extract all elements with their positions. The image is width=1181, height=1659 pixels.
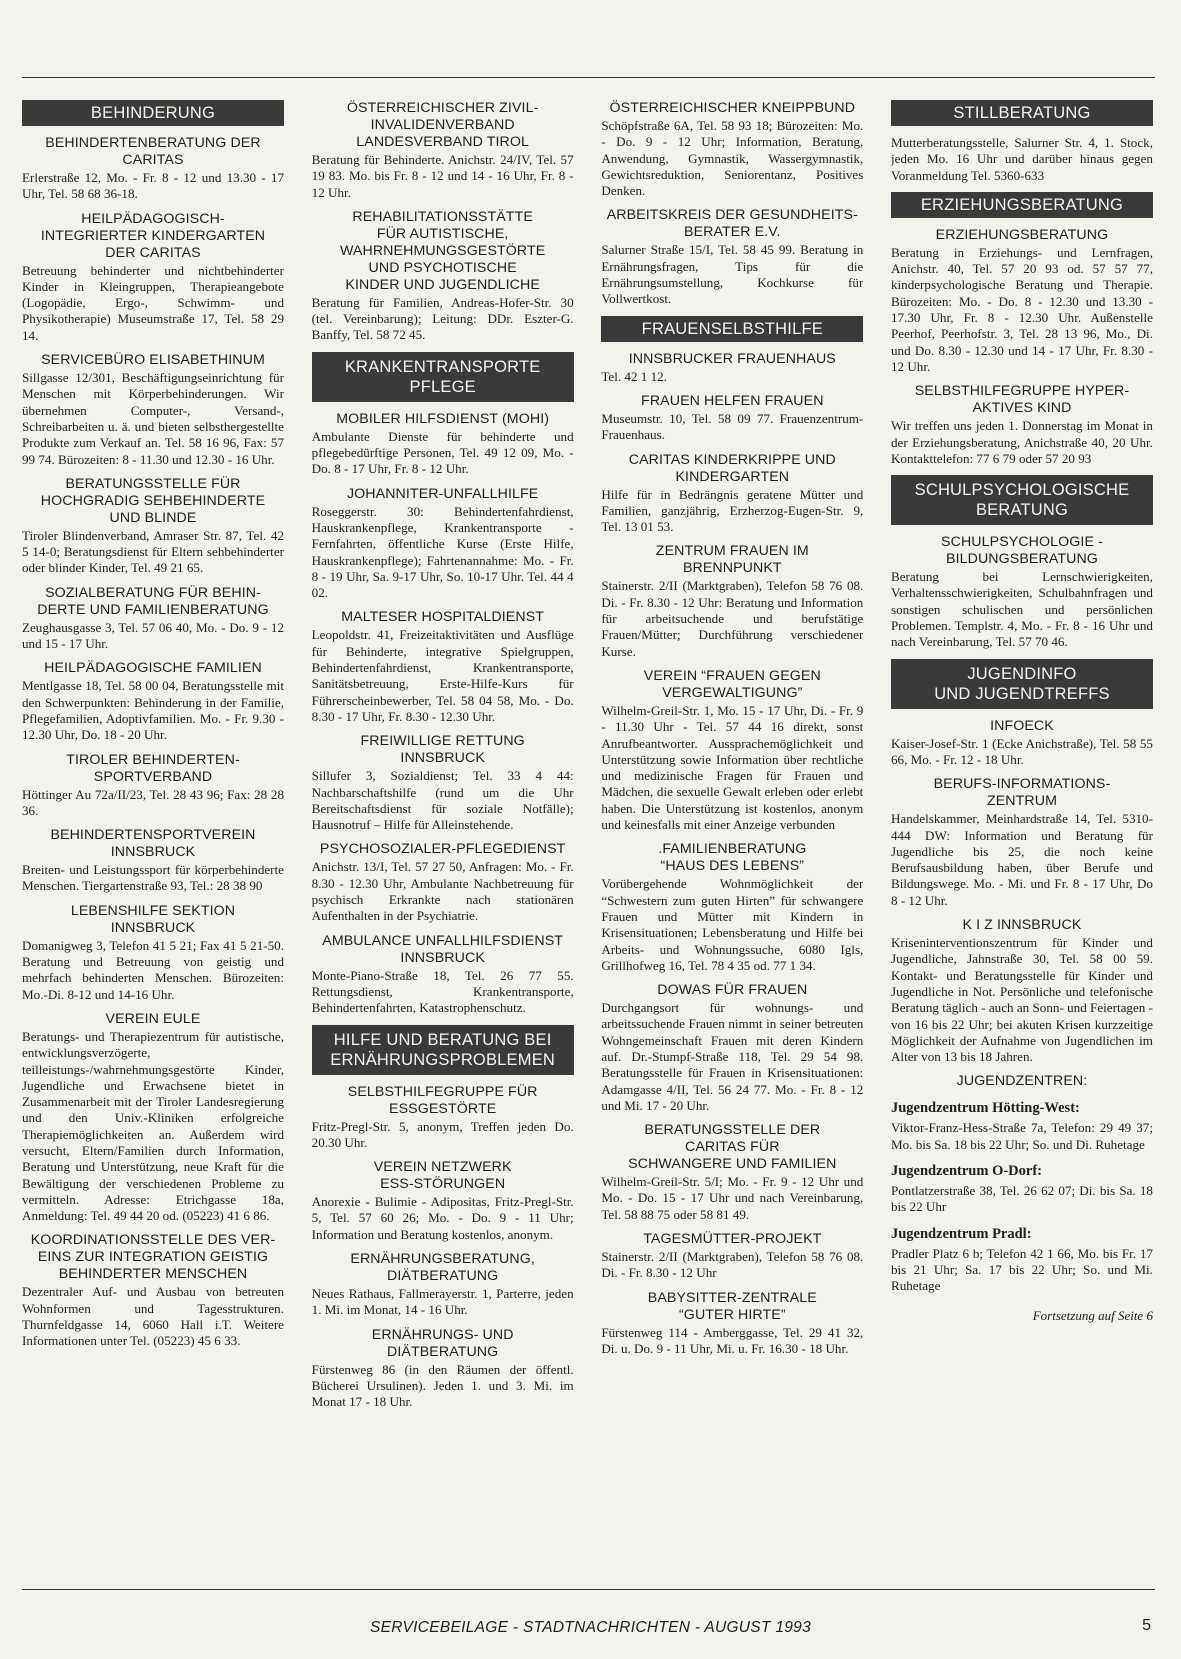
entry-body: Breiten- und Leistungssport für körperbehinderte Menschen. Tiergartenstraße 93, Tel.: 28 38 90: [22, 862, 284, 894]
page-number: 5: [1142, 1617, 1151, 1634]
entry-body: Beratung bei Lernschwierigkeiten, Verhaltensschwierigkeiten, Schulbahnfragen und sonstigen schulischen und persönlichen Problemen. Templstr. 4, Mo. - Fr. 8 - 16 Uhr und nach Vereinbarung, Tel. 57 70 46.: [890, 569, 1153, 650]
columns: [22, 100, 1153, 1570]
entry-title: ERNÄHRUNGSBERATUNG, DIÄTBERATUNG: [350, 1250, 535, 1284]
entry-title: K I Z INNSBRUCK: [962, 917, 1082, 934]
column-3: [601, 100, 863, 1570]
entry-title: ÖSTERREICHISCHER KNEIPPBUND: [609, 100, 856, 116]
entry-title: BERATUNGSSTELLE FÜR HOCHGRADIG SEHBEHINDERTE UND BLINDE: [40, 475, 266, 526]
entry-title: MOBILER HILFSDIENST (MOHI): [336, 410, 550, 427]
listing-entry: [22, 752, 284, 820]
entry-title: HEILPÄDAGOGISCHE FAMILIEN: [44, 660, 262, 677]
youth-center-name: Jugendzentrum Pradl:: [890, 1225, 1032, 1242]
listing-entry: [601, 207, 863, 307]
entry-title: ZENTRUM FRAUEN IM BRENNPUNKT: [655, 543, 809, 577]
footer-title: SERVICEBEILAGE - STADTNACHRICHTEN - AUGUST 1993: [369, 1619, 811, 1636]
entry-body: Monte-Piano-Straße 18, Tel. 26 77 55. Rettungsdienst, Krankentransporte, Behindertenfahrten, Katastrophenschutz.: [311, 967, 574, 1016]
entry-body: Wilhelm-Greil-Str. 5/I; Mo. - Fr. 9 - 12 Uhr und Mo. - Do. 15 - 17 Uhr und nach Vereinbarung, Tel. 58 88 75 oder 58 81 49.: [601, 1174, 864, 1222]
entry-body: Museumstr. 10, Tel. 58 09 77. Frauenzentrum-Frauenhaus.: [601, 410, 864, 443]
entry-title: HEILPÄDAGOGISCH- INTEGRIERTER KINDERGARTEN DER CARITAS: [40, 210, 266, 261]
listing-entry: [891, 917, 1153, 1065]
entry-title: .FAMILIENBERATUNG “HAUS DES LEBENS”: [658, 841, 807, 875]
entry-title: DOWAS FÜR FRAUEN: [657, 982, 808, 999]
entry-title: MALTESER HOSPITALDIENST: [341, 609, 545, 626]
entry-body: Domanigweg 3, Telefon 41 5 21; Fax 41 5 21-50. Beratung und Betreuung von geistig und mehrfach behinderten Menschen. Bürozeiten: Mo.-Di. 8-12 und 14-16 Uhr.: [22, 937, 284, 1002]
entry-body: Kriseninterventionszentrum für Kinder und Jugendliche, Jahnstraße 30, Tel. 58 00 59. Kontakt- und Beratungsstelle für Kinder und Jugendliche in Not. Persönliche und telefonische Beratung täglich - auch an Sonn- und Feiertagen - von 16 bis 22 Uhr; bei akuten Krisen kurzzeitige Möglichkeit der Aufnahme von Jugendlichen im Alter von 13 bis 18 Jahren.: [890, 935, 1153, 1065]
entry-title: ERNÄHRUNGS- UND DIÄTBERATUNG: [371, 1326, 514, 1360]
entry-body: Erlerstraße 12, Mo. - Fr. 8 - 12 und 13.30 - 17 Uhr, Tel. 58 68 36-18.: [22, 170, 284, 202]
entry-body: Fritz-Pregl-Str. 5, anonym, Treffen jeden Do. 20.30 Uhr.: [311, 1118, 574, 1150]
entry-body: Fürstenweg 114 - Amberggasse, Tel. 29 41 32, Di. u. Do. 9 - 11 Uhr, Mi. u. Fr. 16.30 - 18 Uhr.: [601, 1324, 864, 1356]
entry-title: ÖSTERREICHISCHER ZIVIL- INVALIDENVERBAND LANDESVERBAND TIROL: [346, 100, 539, 150]
listing-entry: [601, 543, 863, 659]
listing-entry: [601, 982, 863, 1114]
entry-title: BEHINDERTENBERATUNG DER CARITAS: [45, 135, 261, 168]
bottom-rule: [22, 1589, 1155, 1590]
entry-title: AMBULANCE UNFALLHILFSDIENST INNSBRUCK: [322, 932, 564, 966]
listing-entry: [312, 841, 574, 924]
entry-body: Dezentraler Auf- und Ausbau von betreuten Wohnformen und Tagesstrukturen. Thurnfeldgasse 14, 6060 Hall i.T. Weitere Informationen unter Tel. (05223) 45 6 33.: [22, 1284, 284, 1349]
entry-title: LEBENSHILFE SEKTION INNSBRUCK: [70, 902, 236, 936]
entry-title: PSYCHOSOZIALER-PFLEGEDIENST: [319, 841, 566, 858]
entry-body: Sillufer 3, Sozialdienst; Tel. 33 4 44: Nachbarschaftshilfe (rund um die Uhr Bereitschaftsdienst für soziale Notfälle); Hausnotruf – Hilfe für Alleinstehende.: [311, 768, 574, 833]
section-header: KRANKENTRANSPORTE PFLEGE: [312, 352, 574, 402]
section-header: JUGENDINFO UND JUGENDTREFFS: [891, 659, 1153, 709]
entry-body: Roseggerstr. 30: Behindertenfahrdienst, Hauskrankenpflege, Krankentransporte - Fernfahrten, öffentliche Kurse (Erste Hilfe, Hauskrankenpflege); Fahrtenannahme: Mo. - Fr. 8 - 19 Uhr, Sa. 9-17 Uhr, So. 10-17 Uhr. Tel. 44 4 02.: [311, 503, 574, 601]
entry-title: JOHANNITER-UNFALLHILFE: [346, 485, 539, 502]
entry-title: TAGESMÜTTER-PROJEKT: [643, 1231, 822, 1248]
listing-entry: [312, 100, 574, 201]
listing-entry: [312, 1159, 574, 1243]
youth-center-details: Pradler Platz 6 b; Telefon 42 1 66, Mo. bis Fr. 17 bis 21 Uhr; Sa. 17 bis 22 Uhr; So. und Mi. Ruhetage: [890, 1245, 1153, 1294]
entry-title: VEREIN NETZWERK ESS-STÖRUNGEN: [373, 1159, 512, 1193]
listing-entry: [312, 733, 574, 833]
listing-entry: [891, 227, 1153, 375]
entry-title: SELBSTHILFEGRUPPE HYPER- AKTIVES KIND: [914, 383, 1130, 417]
entry-title: REHABILITATIONSSTÄTTE FÜR AUTISTISCHE, WAHRNEHMUNGSGESTÖRTE UND PSYCHOTISCHE KINDER UND JUGENDLICHE: [339, 208, 546, 293]
listing-entry: [601, 841, 863, 974]
entry-body: Neues Rathaus, Fallmerayerstr. 1, Parterre, jeden 1. Mi. im Monat, 14 - 16 Uhr.: [311, 1285, 574, 1318]
listing-entry: [601, 668, 863, 833]
listing-entry: [22, 903, 284, 1003]
youth-center-name: Jugendzentrum O-Dorf:: [890, 1162, 1042, 1179]
entry-body: Tel. 42 1 12.: [601, 368, 667, 384]
entry-body: Beratung für Behinderte. Anichstr. 24/IV, Tel. 57 19 83. Mo. bis Fr. 8 - 12 und 14 - 16 Uhr, Fr. 8 - 12 Uhr.: [311, 152, 574, 200]
listing-entry: [22, 660, 284, 743]
listing-entry: [601, 100, 863, 199]
entry-body: Durchgangsort für wohnungs- und arbeitssuchende Frauen nimmt in seiner betreuten Wohngemeinschaft Frauen mit deren Kindern auf. Dr.-Stumpf-Straße 118, Tel. 29 54 98. Beratungsstelle für Frauen in Krisensituationen: Adamgasse 4/II, Tel. 56 24 77. Mo. - Fr. 8 - 12 und Mi. 17 - 20 Uhr.: [601, 1000, 864, 1113]
column-1: [22, 100, 284, 1570]
listing-entry: [22, 135, 284, 203]
listing-entry: [312, 209, 574, 344]
listing-entry: [891, 776, 1153, 909]
continuation-note: Fortsetzung auf Seite 6: [1032, 1308, 1153, 1324]
entry-body: Beratung in Erziehungs- und Lernfragen, Anichstr. 40, Tel. 57 20 93 od. 57 57 77, kinderpsychologische Beratung und Therapie. Bürozeiten: Mo. - Do. 8 - 12.30 und 13.30 - 17.30 Uhr, Fr. 8 - 12.30 Uhr. Außenstelle Peerhof, Peerhofstr. 3, Tel. 28 13 96, Mo., Di. und Do. 8.30 - 12.30 und 14 - 17 Uhr, Fr. 8.30 - 12 Uhr.: [890, 244, 1153, 374]
entry-title: BEHINDERTENSPORTVEREIN INNSBRUCK: [50, 827, 256, 861]
listing-entry: [601, 393, 863, 444]
listing-entry: [312, 1084, 574, 1152]
listing-entry: [22, 827, 284, 895]
listing-entry: [601, 1290, 863, 1358]
top-rule: [22, 77, 1155, 78]
youth-center-details: Viktor-Franz-Hess-Straße 7a, Telefon: 29 49 37; Mo. bis Sa. 18 bis 22 Uhr; So. und Di. Ruhetage: [890, 1120, 1153, 1152]
entry-body: Anorexie - Bulimie - Adipositas, Fritz-Pregl-Str. 5, Tel. 57 60 26; Mo. - Do. 9 - 11 Uhr; Information und Beratung kostenlos, anonym.: [311, 1194, 574, 1242]
section-header: FRAUENSELBSTHILFE: [601, 316, 863, 342]
section-header: STILLBERATUNG: [891, 100, 1153, 126]
listing-entry: [312, 486, 574, 602]
listing-entry: [312, 1327, 574, 1411]
entry-body: Sillgasse 12/301, Beschäftigungseinrichtung für Menschen mit Körperbehinderungen. Wir übernehmen Computer-, Versand-, Schreibarbeiten u. ä. und bieten selbsthergestellte Produkte zum Verkauf an. Tel. 58 16 96, Fax: 57 99 74. Bürozeiten: 8 - 11.30 und 12.30 - 16 Uhr.: [22, 370, 284, 467]
entry-body: Beratung für Familien, Andreas-Hofer-Str. 30 (tel. Vereinbarung); Leitung: DDr. Eszter-G. Banffy, Tel. 58 72 45.: [311, 294, 574, 343]
entry-body: Leopoldstr. 41, Freizeitaktivitäten und Ausflüge für Behinderte, integrative Spielgruppen, Behindertenfahrdienst, Krankentransporte, Sanitätsbetreuung, Erste-Hilfe-Kurs für Führerscheinbewerber, Tel. 58 04 58, Mo. - Do. 8.30 - 17 Uhr, Fr. 8.30 - 12.30 Uhr.: [311, 627, 574, 724]
listing-entry: [891, 135, 1153, 184]
entry-title: ERZIEHUNGSBERATUNG: [935, 226, 1109, 243]
entry-body: Ambulante Dienste für behinderte und pflegebedürftige Personen, Tel. 49 12 09, Mo. - Do. 8 - 17 Uhr, Fr. 8 - 12 Uhr.: [311, 428, 574, 477]
entry-title: JUGENDZENTREN:: [956, 1073, 1088, 1090]
entry-body: Mentlgasse 18, Tel. 58 00 04, Beratungsstelle mit den Schwerpunkten: Behinderung in der Familie, Pflegefamilien, Adoptivfamilien. Mo. - Fr. 9.30 - 12.30 Uhr, Do. 18 - 20 Uhr.: [22, 678, 284, 743]
entry-title: SOZIALBERATUNG FÜR BEHIN- DERTE UND FAMILIENBERATUNG: [37, 584, 269, 618]
listing-entry: [601, 452, 863, 536]
column-4: [891, 100, 1153, 1570]
section-header: HILFE UND BERATUNG BEI ERNÄHRUNGSPROBLEMEN: [312, 1025, 574, 1075]
listing-entry: [312, 411, 574, 478]
entry-title: VEREIN “FRAUEN GEGEN VERGEWALTIGUNG”: [643, 667, 821, 701]
entry-title: FRAUEN HELFEN FRAUEN: [641, 392, 824, 409]
section-header: SCHULPSYCHOLOGISCHE BERATUNG: [891, 475, 1153, 525]
entry-title: SERVICEBÜRO ELISABETHINUM: [41, 352, 265, 369]
listing-entry: [22, 211, 284, 344]
entry-body: Stainerstr. 2/II (Marktgraben), Telefon 58 76 08. Di. - Fr. 8.30 - 12 Uhr: Beratung und Information für arbeitsuchende und berufstätige Frauen/Mütter; Durchführung verschiedener Kurse.: [601, 578, 864, 659]
entry-title: FREIWILLIGE RETTUNG INNSBRUCK: [360, 733, 525, 767]
entry-body: Schöpfstraße 6A, Tel. 58 93 18; Bürozeiten: Mo. - Do. 9 - 12 Uhr; Information, Beratung, Anwendung, Gymnastik, Wassergymnastik, Gewichtsreduktion, Seniorentanz, Positives Denken.: [601, 118, 864, 199]
listing-entry: [22, 1011, 284, 1225]
entry-title: KOORDINATIONSSTELLE DES VER- EINS ZUR INTEGRATION GEISTIG BEHINDERTER MENSCHEN: [30, 1232, 276, 1283]
entry-title: SELBSTHILFEGRUPPE FÜR ESSGESTÖRTE: [347, 1083, 538, 1117]
listing-entry: [22, 476, 284, 577]
entry-title: VEREIN EULE: [105, 1010, 201, 1027]
entry-body: Mutterberatungsstelle, Salurner Str. 4, 1. Stock, jeden Mo. 16 Uhr und darüber hinaus gegen Voranmeldung Tel. 5360-633: [890, 135, 1153, 183]
entry-title: BABYSITTER-ZENTRALE “GUTER HIRTE”: [647, 1289, 817, 1323]
listing-entry: [891, 1073, 1153, 1090]
listing-entry: [601, 1231, 863, 1282]
entry-body: Wilhelm-Greil-Str. 1, Mo. 15 - 17 Uhr, Di. - Fr. 9 - 11.30 Uhr - Tel. 57 44 16 direkt, sonst Anrufbeantworter. Aussprachemöglichkeit und Unterstützung sowie Information über rechtliche und medizinische Fragen für Frauen und Mädchen, die sexuelle Gewalt erleben oder erlebt haben. Die Unterstützung ist kostenlos, anonym und keinesfalls mit einer Anzeige verbunden: [601, 702, 864, 833]
listing-entry: [312, 609, 574, 725]
entry-title: CARITAS KINDERKRIPPE UND KINDERGARTEN: [628, 451, 836, 485]
entry-title: BERATUNGSSTELLE DER CARITAS FÜR SCHWANGERE UND FAMILIEN: [628, 1122, 837, 1173]
entry-body: Tiroler Blindenverband, Amraser Str. 87, Tel. 42 5 14-0; Beratungsdienst für Eltern sehbehinderter oder blinder Kinder, Tel. 49 21 65.: [22, 527, 284, 576]
entry-title: SCHULPSYCHOLOGIE - BILDUNGSBERATUNG: [941, 534, 1103, 568]
listing-entry: [22, 352, 284, 468]
entry-title: BERUFS-INFORMATIONS- ZENTRUM: [933, 776, 1111, 810]
listing-entry: [22, 585, 284, 653]
entry-body: Wir treffen uns jeden 1. Donnerstag im Monat in der Erziehungsberatung, Anichstraße 40, 20 Uhr. Kontakttelefon: 77 6 79 oder 57 20 93: [890, 418, 1153, 466]
entry-body: Fürstenweg 86 (in den Räumen der öffentl. Bücherei Ursulinen). Jeden 1. und 3. Mi. im Monat 17 - 18 Uhr.: [311, 1361, 574, 1410]
entry-body: Anichstr. 13/I, Tel. 57 27 50, Anfragen: Mo. - Fr. 8.30 - 12.30 Uhr, Ambulante Nachbetreuung für psychisch Erkrankte nach stationären Aufenthalten in der Psychiatrie.: [311, 859, 574, 924]
entry-body: Stainerstr. 2/II (Marktgraben), Telefon 58 76 08. Di. - Fr. 8.30 - 12 Uhr: [601, 1249, 864, 1281]
entry-body: Vorübergehende Wohnmöglichkeit der “Schwestern zum guten Hirten” für schwangere Frauen und Mütter mit Kindern in Krisensituationen; Lebensberatung und Hilfe bei Arbeits- und Wohnungssuche, 6080 Igls, Grillhofweg 16, Tel. 78 4 35 od. 77 1 34.: [601, 876, 864, 973]
entry-body: Handelskammer, Meinhardstraße 14, Tel. 5310-444 DW: Information und Beratung für Jugendliche bis 25, die noch keine Berufsausbildung haben, über Berufe und Bildungswege. Mo. - Mi. und Fr. 8 - 17 Uhr, Do 8 - 12 Uhr.: [890, 811, 1153, 908]
listing-entry: [891, 718, 1153, 769]
section-header: BEHINDERUNG: [22, 100, 284, 126]
entry-body: Beratungs- und Therapiezentrum für autistische, entwicklungsverzögerte, teilleistungs-/wahrnehmungsgestörte Kinder, Jugendliche und Erwachsene bietet in Zusammenarbeit mit der Tiroler Landesregierung und den Univ.-Kliniken erfolgreiche Therapiemöglichkeiten an. Außerdem wird versucht, Eltern/Familien durch Information, Beratung und Unterstützung, neue Kraft für die Bewältigung der verschiedenen Probleme zu vermitteln. Adresse: Etrichgasse 18a, Anmeldung: Tel. 49 44 20 od. (05223) 41 6 86.: [22, 1028, 284, 1224]
entry-body: Betreuung behinderter und nichtbehinderter Kinder in Kleingruppen, Therapieangebote (Logopädie, Ergo-, Schwimm- und Physikotherapie) Museumstraße 17, Tel. 58 29 14.: [22, 262, 284, 343]
entry-title: TIROLER BEHINDERTEN- SPORTVERBAND: [66, 751, 240, 785]
listing-entry: [601, 1122, 863, 1223]
listing-entry: [891, 534, 1153, 650]
entry-title: INNSBRUCKER FRAUENHAUS: [628, 350, 836, 367]
entry-body: Hilfe für in Bedrängnis geratene Mütter und Familien, ganzjährig, Erzherzog-Eugen-Str. 9, Tel. 13 01 53.: [601, 486, 864, 535]
entry-body: Kaiser-Josef-Str. 1 (Ecke Anichstraße), Tel. 58 55 66, Mo. - Fr. 12 - 18 Uhr.: [890, 735, 1153, 767]
youth-center-details: Pontlatzerstraße 38, Tel. 26 62 07; Di. bis Sa. 18 bis 22 Uhr: [890, 1182, 1153, 1215]
entry-body: Salurner Straße 15/I, Tel. 58 45 99. Beratung in Ernährungsfragen, Tips für die Ernährungsumstellung, Kochkurse für Vollwertkost.: [601, 242, 864, 307]
youth-center-name: Jugendzentrum Hötting-West:: [890, 1100, 1080, 1117]
listing-entry: [22, 1232, 284, 1349]
listing-entry: [312, 1251, 574, 1319]
entry-body: Höttinger Au 72a/II/23, Tel. 28 43 96; Fax: 28 28 36.: [22, 786, 284, 818]
column-2: [312, 100, 574, 1570]
entry-body: Zeughausgasse 3, Tel. 57 06 40, Mo. - Do. 9 - 12 und 15 - 17 Uhr.: [22, 619, 284, 652]
listing-entry: [312, 933, 574, 1017]
entry-title: INFOECK: [990, 717, 1054, 734]
entry-title: ARBEITSKREIS DER GESUNDHEITS- BERATER E.V.: [606, 207, 858, 241]
listing-entry: [891, 383, 1153, 467]
section-header: ERZIEHUNGSBERATUNG: [891, 192, 1153, 218]
listing-entry: [601, 351, 863, 385]
